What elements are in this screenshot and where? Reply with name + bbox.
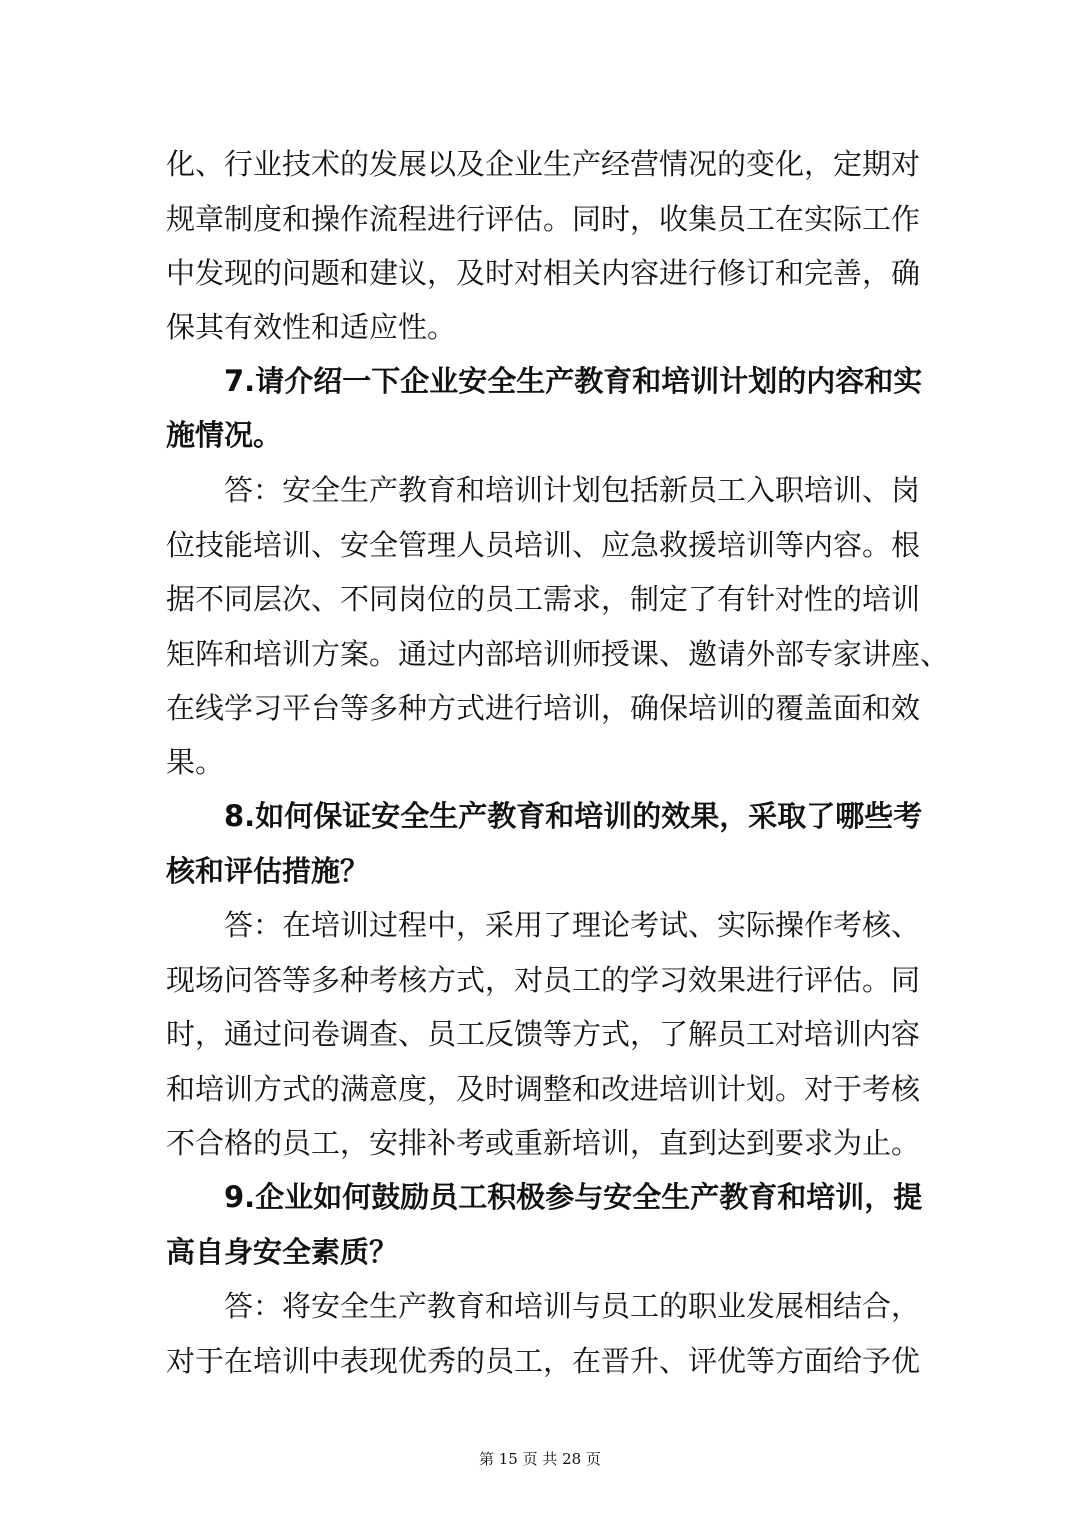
answer-line: 现场问答等多种考核方式，对员工的学习效果进行评估。同 <box>166 963 921 997</box>
answer-line: 对于在培训中表现优秀的员工，在晋升、评优等方面给予优 <box>166 1344 921 1378</box>
question-heading: 高自身安全素质？ <box>166 1235 399 1269</box>
question-heading: 9.企业如何鼓励员工积极参与安全生产教育和培训，提 <box>224 1180 923 1214</box>
answer-line: 答：将安全生产教育和培训与员工的职业发展相结合， <box>224 1289 921 1323</box>
paragraph-line: 化、行业技术的发展以及企业生产经营情况的变化，定期对 <box>166 147 921 181</box>
answer-line: 和培训方式的满意度，及时调整和改进培训计划。对于考核 <box>166 1072 921 1106</box>
answer-line: 答：在培训过程中，采用了理论考试、实际操作考核、 <box>224 908 921 942</box>
answer-line: 答：安全生产教育和培训计划包括新员工入职培训、岗 <box>224 473 921 507</box>
answer-line: 时，通过问卷调查、员工反馈等方式，了解员工对培训内容 <box>166 1017 921 1051</box>
answer-line: 矩阵和培训方案。通过内部培训师授课、邀请外部专家讲座、 <box>166 637 950 671</box>
question-heading: 7.请介绍一下企业安全生产教育和培训计划的内容和实 <box>224 364 923 398</box>
answer-line: 位技能培训、安全管理人员培训、应急救援培训等内容。根 <box>166 528 921 562</box>
paragraph-line: 规章制度和操作流程进行评估。同时，收集员工在实际工作 <box>166 202 921 236</box>
answer-line: 不合格的员工，安排补考或重新培训，直到达到要求为止。 <box>166 1126 921 1160</box>
paragraph-line: 中发现的问题和建议，及时对相关内容进行修订和完善，确 <box>166 256 921 290</box>
question-heading: 8.如何保证安全生产教育和培训的效果，采取了哪些考 <box>224 799 923 833</box>
page-number-footer: 第 15 页 共 28 页 <box>478 1450 601 1468</box>
paragraph-line: 保其有效性和适应性。 <box>166 310 457 344</box>
question-heading: 核和评估措施？ <box>166 854 370 888</box>
question-heading: 施情况。 <box>166 418 283 452</box>
answer-line: 果。 <box>166 745 225 779</box>
answer-line: 在线学习平台等多种方式进行培训，确保培训的覆盖面和效 <box>166 691 921 725</box>
answer-line: 据不同层次、不同岗位的员工需求，制定了有针对性的培训 <box>166 582 921 616</box>
